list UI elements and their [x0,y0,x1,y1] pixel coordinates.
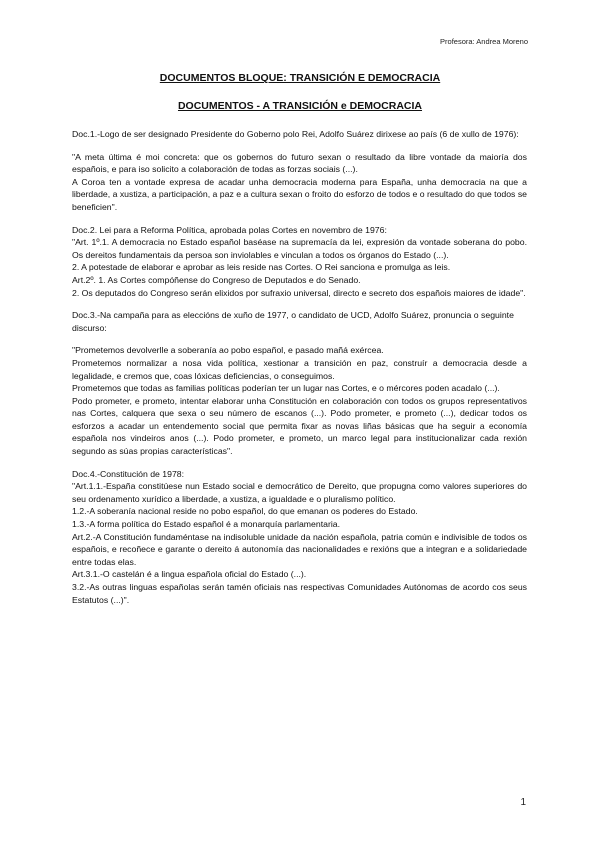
doc3-heading: Doc.3.-Na campaña para as eleccións de xuño de 1977, o candidato de UCD, Adolfo Suárez, pronuncia o seguinte discurso: [72,310,514,333]
doc2-heading: Doc.2. Lei para a Reforma Política, aprobada polas Cortes en novembro de 1976: [72,224,387,235]
doc2-paragraph-1: "Art. 1º.1. A democracia no Estado español baséase na supremacía da lei, expresión da vontade soberana do pobo. Os dereitos fundamentais da persoa son inviolables e vinculan a todos os órganos do Estado (...). [72,237,527,260]
doc1-paragraph-2: A Coroa ten a vontade expresa de acadar unha democracia moderna para España, unha democracia na que a liberdade, a xustiza, a participación, a paz e a cultura sexan o froito do esforzo de todos e o resultado do que todos se beneficien". [72,176,527,212]
doc3-paragraph-3: Prometemos que todas as familias políticas poderían ter un lugar nas Cortes, e o mércores poden acadalo (...). [72,383,500,394]
doc4-heading: Doc.4.-Constitución de 1978: [72,468,185,479]
doc2-paragraph-3: Art.2º. 1. As Cortes compóñense do Congreso de Deputados e do Senado. [72,274,361,285]
document-subtitle: DOCUMENTOS - A TRANSICIÓN e DEMOCRACIA [177,100,423,112]
doc1-section [72,128,527,214]
doc4-paragraph-5: Art.3.1.-O castelán é a lingua española oficial do Estado (...). [72,569,307,580]
doc2-paragraph-4: 2. Os deputados do Congreso serán elixidos por sufraxio universal, directo e secreto dos españois maiores de idade". [72,287,526,298]
doc1-heading: Doc.1.-Logo de ser designado Presidente do Goberno polo Rei, Adolfo Suárez dirixese ao país (6 de xullo de 1976): [72,129,519,139]
page-header-author: Profesora: Andrea Moreno [440,37,528,46]
doc4-paragraph-3: 1.3.-A forma política do Estado español é a monarquía parlamentaria. [72,519,341,530]
document-main-title: DOCUMENTOS BLOQUE: TRANSICIÓN E DEMOCRACIA [159,72,441,84]
doc3-section [72,309,527,458]
doc3-paragraph-4: Podo prometer, e prometo, intentar elaborar unha Constitución en colaboración con todos os grupos representativos nas Cortes, calquera que sexa o seu número de escanos (...). Podo prometer, e prometo (...), dedicar todos os esforzos a acadar un entendemento social que permita fixar as novas liñas básicas que ha seguir a economía española nos vindeiros anos (...). Podo prometer, e prometo, un marco legal para institucionalizar cada rexión segundo as súas propias características". [72,395,527,457]
doc4-paragraph-2: 1.2.-A soberanía nacional reside no pobo español, do que emanan os poderes do Estado. [72,506,418,517]
doc1-paragraph-1: "A meta última é moi concreta: que os gobernos do futuro sexan o resultado da libre vontade da maioría dos españois, e para iso solicito a colaboración de todas as forzas sociais (...). [72,151,527,175]
doc4-section [72,468,527,607]
doc3-paragraph-2: Prometemos normalizar a nosa vida política, xestionar a transición en paz, construír a democracia desde a legalidade, e cremos que, coas lóxicas deficiencias, o conseguimos. [72,357,527,381]
doc2-section [72,224,527,300]
doc4-paragraph-1: "Art.1.1.-España constitúese nun Estado social e democrático de Dereito, que propugna como valores superiores do seu ordenamento xurídico a liberdade, a xustiza, a igualdade e o pluralismo político. [72,481,527,504]
doc4-paragraph-4: Art.2.-A Constitución fundaméntase na indisoluble unidade da nación española, patria común e indivisible de todos os españois, e recoñece e garante o dereito á autonomía das nacionalidades e rexións que a integran e a solidariedade entre todas elas. [72,531,527,567]
doc3-paragraph-1: "Prometemos devolverlle a soberanía ao pobo español, e pasado mañá exércea. [72,345,384,356]
doc4-paragraph-6: 3.2.-As outras linguas españolas serán tamén oficiais nas respectivas Comunidades Autónomas de acordo cos seus Estatutos (...)". [72,582,527,605]
document-body [72,128,527,606]
doc2-paragraph-2: 2. A potestade de elaborar e aprobar as leis reside nas Cortes. O Rei sanciona e promulga as leis. [72,262,451,273]
page-number: 1 [520,797,526,808]
